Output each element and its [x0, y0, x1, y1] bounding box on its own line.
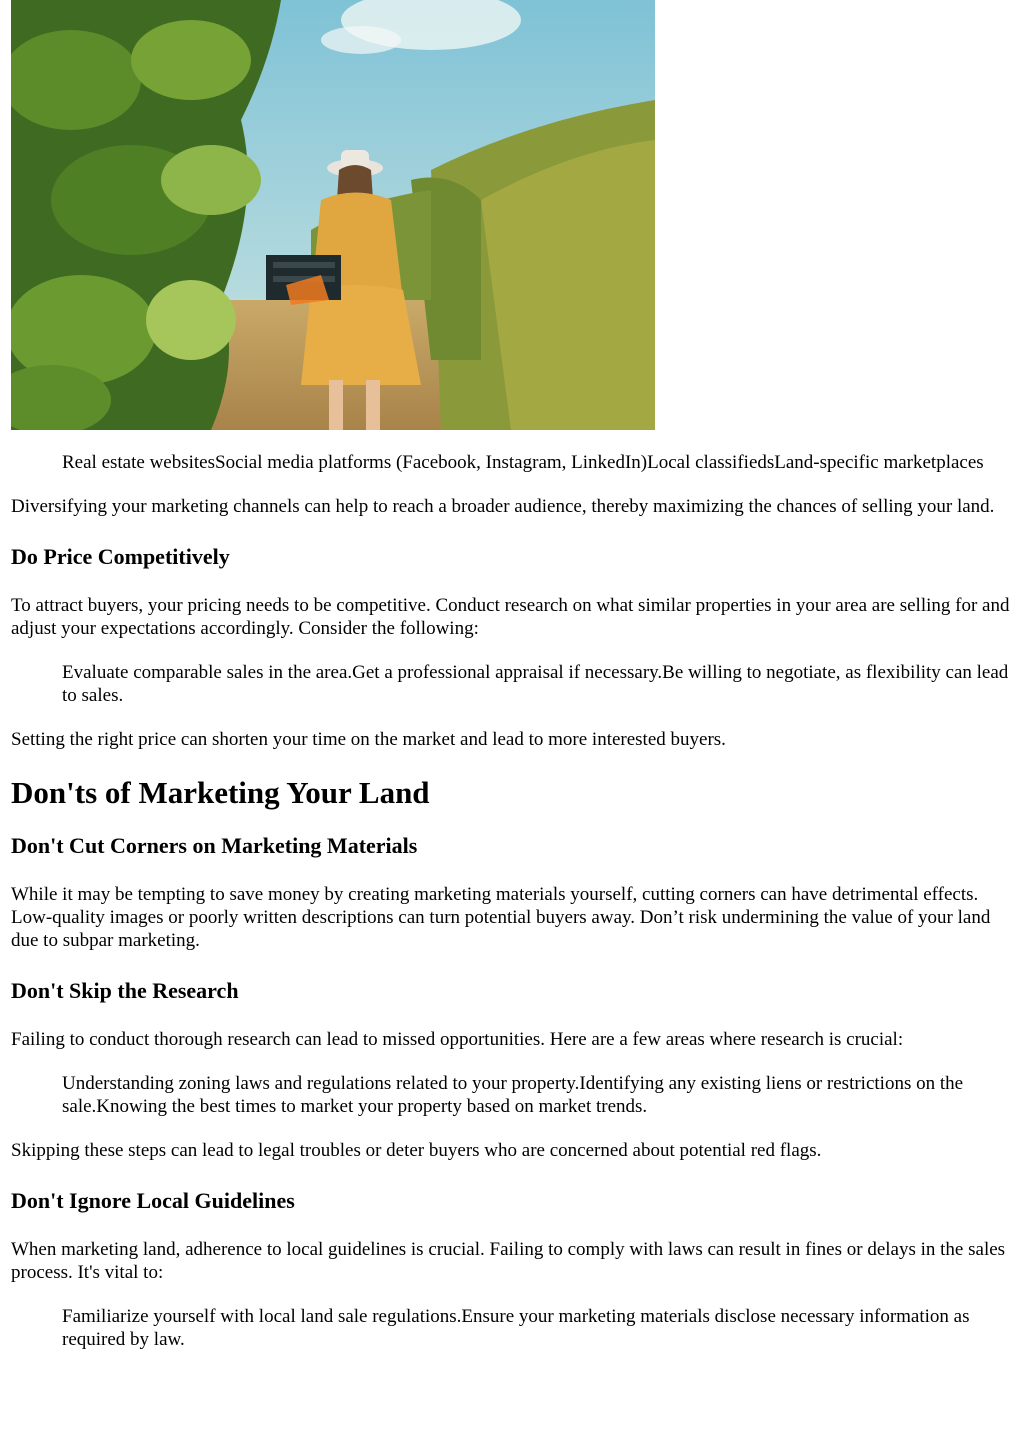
heading-donts-marketing: Don'ts of Marketing Your Land — [11, 775, 430, 810]
vineyard-photo-icon — [11, 0, 655, 430]
research-list: Understanding zoning laws and regulations related to your property.Identifying any existing liens or restrictions on the sale.Knowing the best times to market your property based on market trends. — [62, 1073, 964, 1117]
article — [11, 0, 1013, 1351]
pricing-conclusion: Setting the right price can shorten your time on the market and lead to more interested buyers. — [11, 729, 726, 750]
marketing-channels-list: Real estate websitesSocial media platforms (Facebook, Instagram, LinkedIn)Local classifiedsLand-specific marketplaces — [62, 452, 984, 473]
pricing-list: Evaluate comparable sales in the area.Get a professional appraisal if necessary.Be willing to negotiate, as flexibility can lead to sales. — [62, 662, 1009, 706]
heading-dont-ignore-local: Don't Ignore Local Guidelines — [11, 1188, 295, 1213]
local-list: Familiarize yourself with local land sale regulations.Ensure your marketing materials disclose necessary information as required by law. — [62, 1306, 970, 1350]
research-conclusion: Skipping these steps can lead to legal troubles or deter buyers who are concerned about potential red flags. — [11, 1140, 822, 1161]
research-paragraph: Failing to conduct thorough research can lead to missed opportunities. Here are a few areas where research is crucial: — [11, 1029, 904, 1050]
heading-dont-cut-corners: Don't Cut Corners on Marketing Materials — [11, 833, 418, 858]
corners-paragraph: While it may be tempting to save money by creating marketing materials yourself, cutting corners can have detrimental effects. Low-quality images or poorly written descriptions can turn potential buyers away. Don’t risk undermining the value of your land due to subpar marketing. — [11, 884, 991, 951]
pricing-paragraph: To attract buyers, your pricing needs to be competitive. Conduct research on what similar properties in your area are selling for and adjust your expectations accordingly. Consider the following: — [11, 595, 1010, 639]
local-paragraph: When marketing land, adherence to local guidelines is crucial. Failing to comply with laws can result in fines or delays in the sales process. It's vital to: — [11, 1239, 1006, 1283]
heading-dont-skip-research: Don't Skip the Research — [11, 978, 239, 1003]
diversify-paragraph: Diversifying your marketing channels can help to reach a broader audience, thereby maximizing the chances of selling your land. — [11, 496, 995, 517]
heading-do-price-competitively: Do Price Competitively — [11, 544, 230, 569]
vineyard-photo — [11, 0, 655, 430]
